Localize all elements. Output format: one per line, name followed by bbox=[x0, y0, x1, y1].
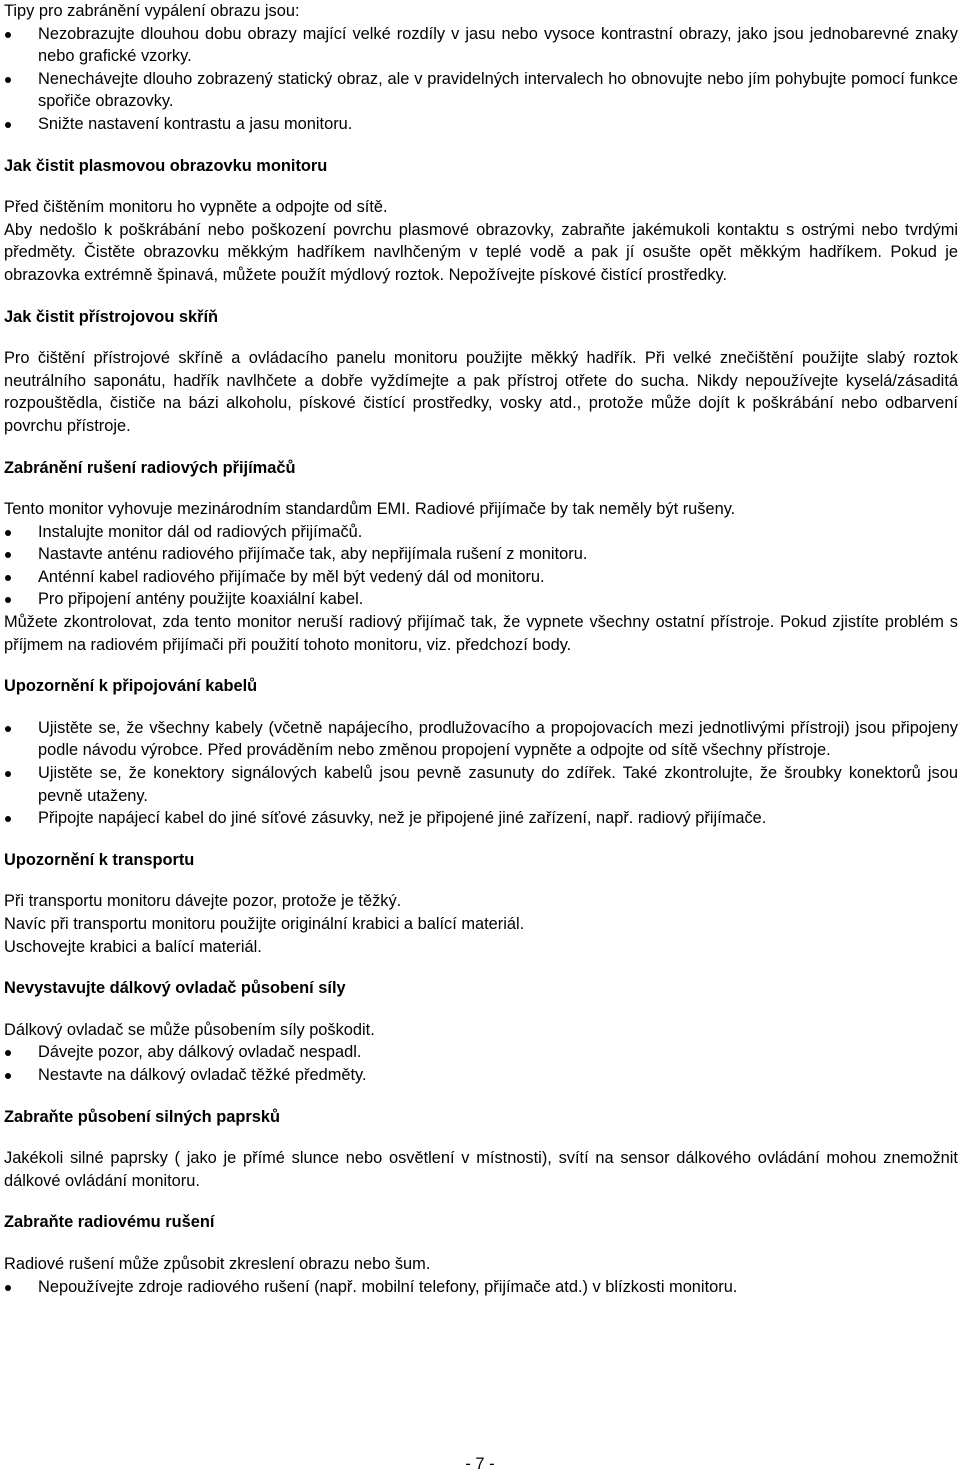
remote-bullet-list bbox=[4, 1041, 958, 1086]
list-item: Nepoužívejte zdroje radiového rušení (např. mobilní telefony, přijímače atd.) v blízkosti monitoru. bbox=[4, 1276, 958, 1299]
paragraph: Aby nedošlo k poškrábání nebo poškození povrchu plasmové obrazovky, zabraňte jakémukoli kontaktu s ostrými nebo tvrdými předměty. Čistěte obrazovku měkkým hadříkem navlhčeným v teplé vodě a pak jí osušte opět měkkým hadříkem. Pokud je obrazovka extrémně špinavá, můžete použít mýdlový roztok. Nepožívejte pískové čistící prostředky. bbox=[4, 220, 958, 284]
list-item: Nezobrazujte dlouhou dobu obrazy mající velké rozdíly v jasu nebo vysoce kontrastní obrazy, jako jsou jednobarevné znaky nebo grafické vzorky. bbox=[4, 23, 958, 68]
paragraph: Jakékoli silné paprsky ( jako je přímé slunce nebo osvětlení v místnosti), svítí na sensor dálkového ovládání mohou znemožnit dálkové ovládání monitoru. bbox=[4, 1149, 958, 1190]
list-item: Ujistěte se, že všechny kabely (včetně napájecího, prodlužovacího a propojovacích mezi jednotlivými přístroji) jsou připojeny podle návodu výrobce. Před prováděním nebo změnou propojení vypněte a odpojte od sítě všechny přístroje. bbox=[4, 717, 958, 762]
paragraph: Radiové rušení může způsobit zkreslení obrazu nebo šum. bbox=[4, 1254, 431, 1273]
list-item: Instalujte monitor dál od radiových přijímačů. bbox=[4, 521, 958, 544]
section-heading-plasma: Jak čistit plasmovou obrazovku monitoru bbox=[4, 156, 328, 175]
interference-bullet-list bbox=[4, 1276, 958, 1299]
intro-title: Tipy pro zabránění vypálení obrazu jsou: bbox=[4, 2, 300, 20]
list-item: Ujistěte se, že konektory signálových kabelů jsou pevně zasunuty do zdířek. Také zkontrolujte, že šroubky konektorů jsou pevně utaženy. bbox=[4, 762, 958, 807]
section-heading-cables: Upozornění k připojování kabelů bbox=[4, 677, 258, 696]
paragraph: Dálkový ovladač se může působením síly poškodit. bbox=[4, 1020, 375, 1039]
list-item: Snižte nastavení kontrastu a jasu monitoru. bbox=[4, 113, 958, 136]
cables-bullet-list bbox=[4, 717, 958, 830]
section-heading-radio: Zabránění rušení radiových přijímačů bbox=[4, 458, 296, 477]
paragraph: Uschovejte krabici a balící materiál. bbox=[4, 937, 262, 956]
paragraph: Před čištěním monitoru ho vypněte a odpojte od sítě. bbox=[4, 198, 388, 217]
paragraph: Navíc při transportu monitoru použijte originální krabici a balící materiál. bbox=[4, 915, 525, 933]
paragraph: Můžete zkontrolovat, zda tento monitor neruší radiový přijímač tak, že vypnete všechny ostatní přístroje. Pokud zjistíte problém s příjmem na radiovém přijímači při použití tohoto monitoru, viz. předchozí body. bbox=[4, 613, 958, 654]
paragraph: Při transportu monitoru dávejte pozor, protože je těžký. bbox=[4, 892, 402, 911]
section-heading-rays: Zabraňte působení silných paprsků bbox=[4, 1107, 280, 1126]
list-item: Nenechávejte dlouho zobrazený statický obraz, ale v pravidelných intervalech ho obnovujte nebo jím pohybujte pomocí funkce spořiče obrazovky. bbox=[4, 68, 958, 113]
list-item: Anténní kabel radiového přijímače by měl být vedený dál od monitoru. bbox=[4, 566, 958, 589]
page-number: - 7 - bbox=[465, 1455, 495, 1473]
section-heading-interference: Zabraňte radiovému rušení bbox=[4, 1213, 215, 1232]
list-item: Dávejte pozor, aby dálkový ovladač nespadl. bbox=[4, 1041, 958, 1064]
section-heading-cabinet: Jak čistit přístrojovou skříň bbox=[4, 307, 219, 326]
list-item: Nastavte anténu radiového přijímače tak, aby nepřijímala rušení z monitoru. bbox=[4, 543, 958, 566]
paragraph: Pro čištění přístrojové skříně a ovládacího panelu monitoru použijte měkký hadřík. Při velké znečištění použijte slabý roztok neutrálního saponátu, hadřík navlhčete a dobře vyždímejte a pak přístroj otřete do sucha. Nikdy nepoužívejte kyselá/zásaditá rozpouštědla, čističe na bázi alkoholu, pískové čistící prostředky, vosky atd., protože může dojít k poškrábání nebo odbarvení povrchu přístroje. bbox=[4, 349, 958, 435]
list-item: Připojte napájecí kabel do jiné síťové zásuvky, než je připojené jiné zařízení, např. radiový přijímače. bbox=[4, 807, 958, 830]
section-heading-transport: Upozornění k transportu bbox=[4, 850, 195, 869]
radio-bullet-list bbox=[4, 521, 958, 611]
list-item: Nestavte na dálkový ovladač těžké předměty. bbox=[4, 1064, 958, 1087]
intro-bullet-list bbox=[4, 23, 958, 136]
document-page bbox=[4, 0, 958, 1298]
section-heading-remote: Nevystavujte dálkový ovladač působení síly bbox=[4, 979, 346, 998]
paragraph: Tento monitor vyhovuje mezinárodním standardům EMI. Radiové přijímače by tak neměly být rušeny. bbox=[4, 500, 736, 519]
list-item: Pro připojení antény použijte koaxiální kabel. bbox=[4, 588, 958, 611]
